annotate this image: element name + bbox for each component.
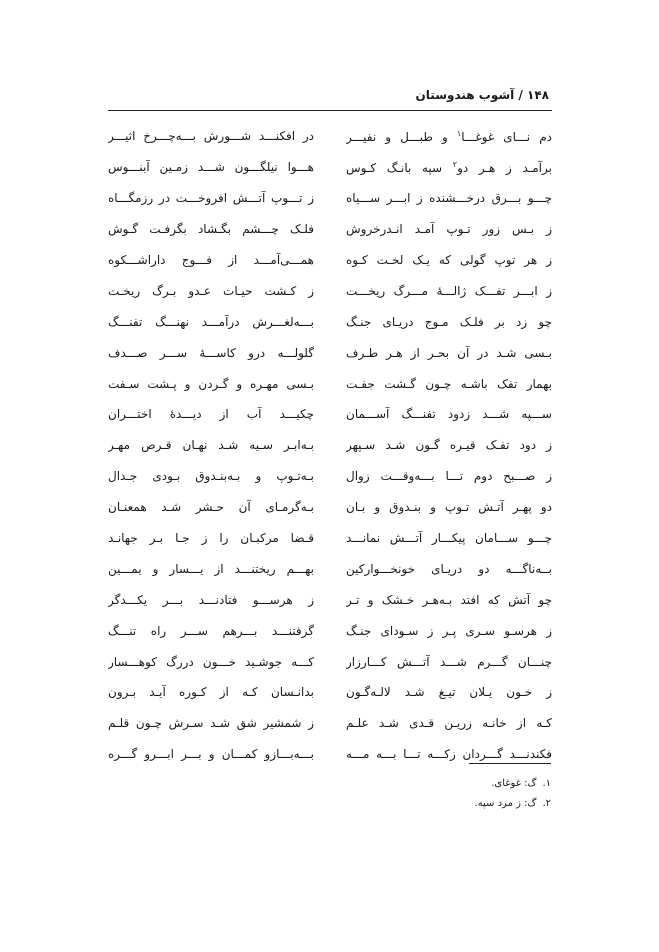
couplet — [108, 430, 552, 461]
couplet — [108, 368, 552, 399]
running-header: ۱۴۸ / آشوب هندوستان — [415, 88, 549, 102]
hemistich-left: چکیـــد آب از دیـــدهٔ اختـــران — [108, 407, 314, 422]
hemistich-right: دو پهـر آتـش تـوپ و بنـدوق و بـان — [346, 500, 552, 515]
couplet — [108, 306, 552, 337]
couplet — [108, 523, 552, 554]
hemistich-left: بـسی مهـره و گـردن و پـشت سـفت — [108, 376, 314, 391]
hemistich-left: بـه‌ابـر سـیه شـد نهـان قـرص مهـر — [108, 438, 314, 453]
hemistich-right: فکندنـــد گـــردان زکـــه تـــا بـــه مـــه — [346, 747, 552, 762]
hemistich-left: بـــه‌لغـــرش درآمـــد نهنـــگ تفنـــگ — [108, 314, 314, 329]
footnote-marker: ۲ — [452, 159, 458, 169]
hemistich-right: برآمـد ز هـر دو$^۲$ سپه بانـگ کـوس — [346, 159, 552, 175]
couplet — [108, 183, 552, 214]
poem-body — [108, 121, 552, 770]
hemistich-right: ز هرسـو سـری پـر ز سـودای جنـگ — [346, 623, 552, 638]
footnotes — [474, 774, 551, 814]
couplet — [108, 646, 552, 677]
hemistich-left: ز هرســـو فتادنـــد بـــر یکـــدگر — [108, 592, 314, 607]
couplet — [108, 121, 552, 152]
couplet — [108, 461, 552, 492]
footnote-divider — [469, 763, 551, 764]
hemistich-left: همـــی‌آمـــد از فـــوج داراشـــکوه — [108, 253, 314, 267]
couplet — [108, 492, 552, 523]
hemistich-left: گلولـــه درو کاســـهٔ ســـر صـــدف — [108, 345, 314, 360]
couplet — [108, 214, 552, 245]
hemistich-left: بدانـسان کـه از کـوره آیـد بـرون — [108, 685, 314, 700]
couplet — [108, 553, 552, 584]
hemistich-left: فلـک چـــشم بگـشاد بگرفـت گـوش — [108, 222, 314, 237]
footnote-text: گ: غوغای. — [491, 778, 537, 789]
hemistich-right: چـــو ســـامان پیکـــار آتـــش نمانـــد — [346, 531, 552, 546]
hemistich-right: بـسی شـد در آن بحـر از هـر طـرف — [346, 345, 552, 360]
hemistich-left: در افکنـــد شـــورش بـــه‌چـــرخ اثیـــر — [108, 129, 314, 144]
footnote-number: ۲. — [542, 798, 551, 809]
hemistich-left: بـه‌تـوپ و بـه‌بنـدوق بـودی جـدال — [108, 469, 314, 484]
footnote-text: گ: ز مرد سپه. — [474, 798, 537, 809]
hemistich-right: ز هر توپ گولی که یـک لخـت کـوه — [346, 253, 552, 267]
hemistich-left: گرفتنـــد بـــرهم ســـر راه تنـــگ — [108, 623, 314, 638]
couplet — [108, 739, 552, 770]
couplet — [108, 245, 552, 276]
hemistich-right: دم نـــای غوغـــا$^۱$ و طبـــل و نفیـــر — [346, 128, 552, 144]
hemistich-right: بهمار تفک باشـه چـون گـشت جفـت — [346, 376, 552, 391]
couplet — [108, 152, 552, 183]
couplet — [108, 337, 552, 368]
hemistich-right: ز ابـــر تفـــک ژالـــهٔ مـــرگ ریخـــت — [346, 283, 552, 298]
couplet — [108, 275, 552, 306]
hemistich-left: هـــوا نیلگـــون شـــد زمـین آبنـــوس — [108, 160, 314, 175]
footnote-marker: ۱ — [456, 128, 462, 138]
hemistich-left: کـــه جوشـید خـــون دررگ کوهـــسار — [108, 654, 314, 669]
hemistich-left: ز کـشت حیـات عـدو بـرگ ریخـت — [108, 283, 314, 298]
hemistich-right: ز دود تفـک قیـره گـون شـد سـپهر — [346, 438, 552, 453]
couplet — [108, 584, 552, 615]
hemistich-right: چـــو بـــرق درخـــشنده ز ابـــر ســـیاه — [346, 191, 552, 206]
footnote — [474, 774, 551, 794]
hemistich-right: چنـــان گـــرم شـــد آتـــش کـــارزار — [346, 654, 552, 669]
hemistich-left: ز شمشیر شق شـد سـرش چـون قلـم — [108, 716, 314, 731]
hemistich-right: ســـپه شـــد زدود تفنـــگ آســـمان — [346, 407, 552, 422]
hemistich-right: بــه‌ناگـــه دو دریـای خونخـــوارکین — [346, 561, 552, 576]
hemistich-right: چو زد بر فلـک مـوج دریـای جنـگ — [346, 314, 552, 329]
couplet — [108, 708, 552, 739]
hemistich-right: چو آتش که افتد بـه‌هـر خـشک و تـر — [346, 592, 552, 607]
footnote-number: ۱. — [542, 778, 551, 789]
couplet — [108, 615, 552, 646]
hemistich-right: ز صـــبح دوم تـــا بـــه‌وقـــت زوال — [346, 469, 552, 484]
couplet — [108, 677, 552, 708]
header-divider — [108, 110, 552, 111]
hemistich-left: ز تـــوپ آتـــش افروخـــت در رزمگـــاه — [108, 191, 314, 206]
couplet — [108, 399, 552, 430]
hemistich-left: بهـــم ریختنـــد از یـــسار و یمـــین — [108, 561, 314, 576]
hemistich-right: ز خـون یـلان تیـغ شـد لالـه‌گـون — [346, 685, 552, 700]
hemistich-right: کـه از خانـه زریـن قـدی شـد علـم — [346, 716, 552, 731]
footnote — [474, 794, 551, 814]
hemistich-left: قـضا مرکبـان را ز جـا بـر جهانـد — [108, 531, 314, 546]
hemistich-right: ز بـس زور تـوپ آمـد انـدرخروش — [346, 222, 552, 237]
hemistich-left: بـــه‌بـــازو کمـــان و بـــر ابـــرو گـــره — [108, 747, 314, 762]
hemistich-left: بـه‌گرمـای آن حـشر شـد همعنـان — [108, 500, 314, 515]
